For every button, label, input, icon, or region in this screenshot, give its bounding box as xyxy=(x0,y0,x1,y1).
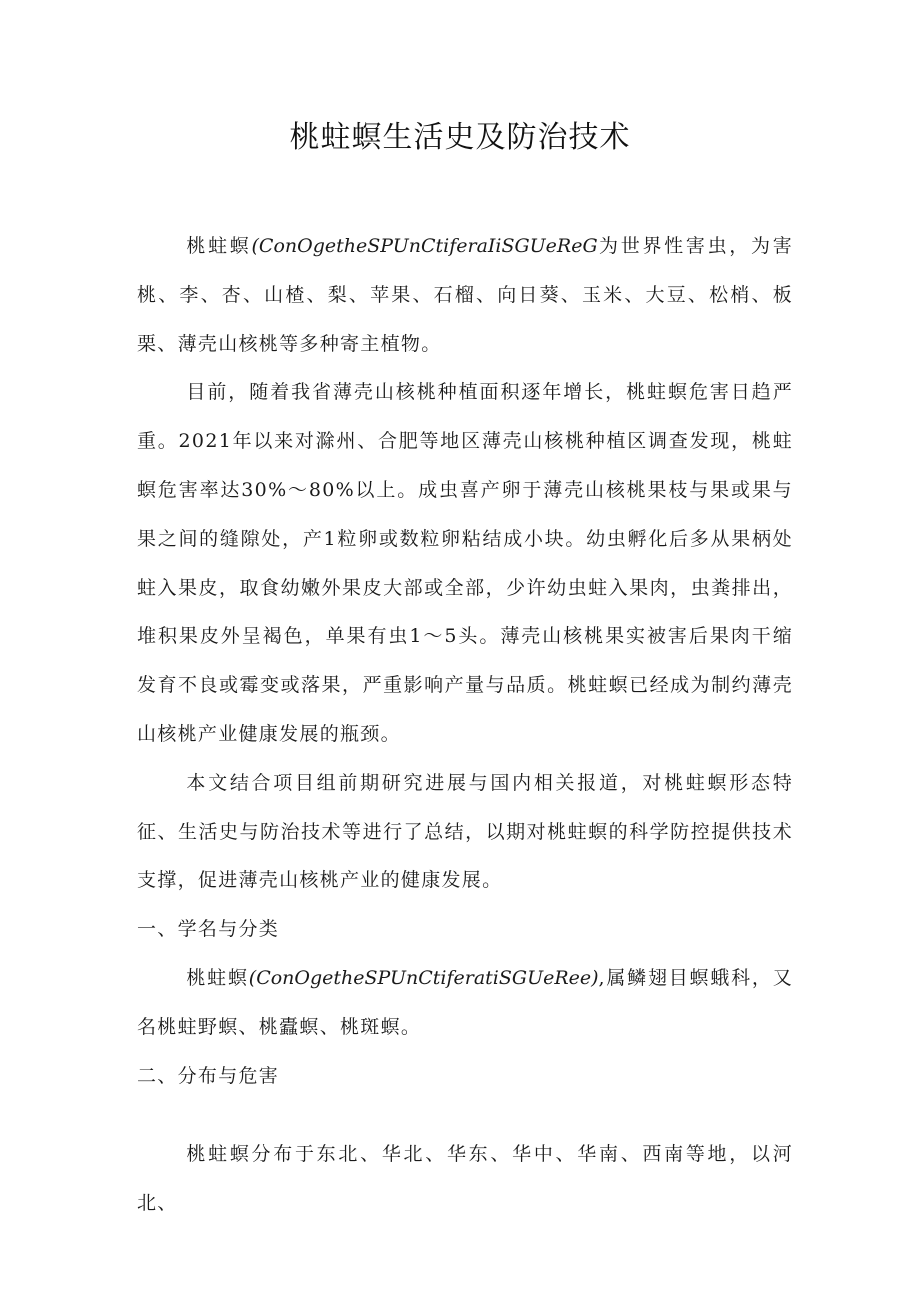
spacer xyxy=(137,1100,793,1130)
paragraph-purpose: 本文结合项目组前期研究进展与国内相关报道，对桃蛀螟形态特征、生活史与防治技术等进行了总结，以期对桃蛀螟的科学防控提供技术支撑，促进薄壳山核桃产业的健康发展。 xyxy=(137,771,793,892)
paragraph-intro xyxy=(137,222,793,368)
scientific-name-taxonomy: (ConOgetheSPUnCtiferatiSGUeRee) xyxy=(248,966,599,989)
taxonomy-lead-text: 桃蛀螟 xyxy=(186,966,249,989)
paragraph-current-status: 目前，随着我省薄壳山核桃种植面积逐年增长，桃蛀螟危害日趋严重。2021年以来对滁州、合肥等地区薄壳山核桃种植区调查发现，桃蛀螟危害率达30%～80%以上。成虫喜产卵于薄壳山核桃果枝与果或果与果之间的缝隙处，产1粒卵或数粒卵粘结成小块。幼虫孵化后多从果柄处蛀入果皮，取食幼嫩外果皮大部或全部，少许幼虫蛀入果肉，虫粪排出，堆积果皮外呈褐色，单果有虫1～5头。薄壳山核桃果实被害后果肉干缩发育不良或霉变或落果，严重影响产量与品质。桃蛀螟已经成为制约薄壳山核桃产业健康发展的瓶颈。 xyxy=(137,381,793,745)
scientific-name: (ConOgetheSPUnCtiferaIiSGUeReG xyxy=(251,235,598,257)
document-body xyxy=(137,222,793,1228)
intro-rest-text: 为世界性害虫，为害桃、李、杏、山楂、梨、苹果、石榴、向日葵、玉米、大豆、松梢、板栗、薄壳山核桃等多种寄主植物。 xyxy=(137,235,794,355)
section-heading-taxonomy: 一、学名与分类 xyxy=(137,918,280,941)
intro-lead-text: 桃蛀螟 xyxy=(186,235,252,257)
document-title: 桃蛀螟生活史及防治技术 xyxy=(289,120,631,155)
paragraph-taxonomy xyxy=(137,954,793,1052)
paragraph-distribution: 桃蛀螟分布于东北、华北、华东、华中、华南、西南等地，以河北、 xyxy=(137,1143,793,1215)
taxonomy-rest-text: ,属鳞翅目螟蛾科，又名桃蛀野螟、桃蠹螟、桃斑螟。 xyxy=(137,966,794,1038)
section-heading-distribution: 二、分布与危害 xyxy=(137,1064,280,1087)
